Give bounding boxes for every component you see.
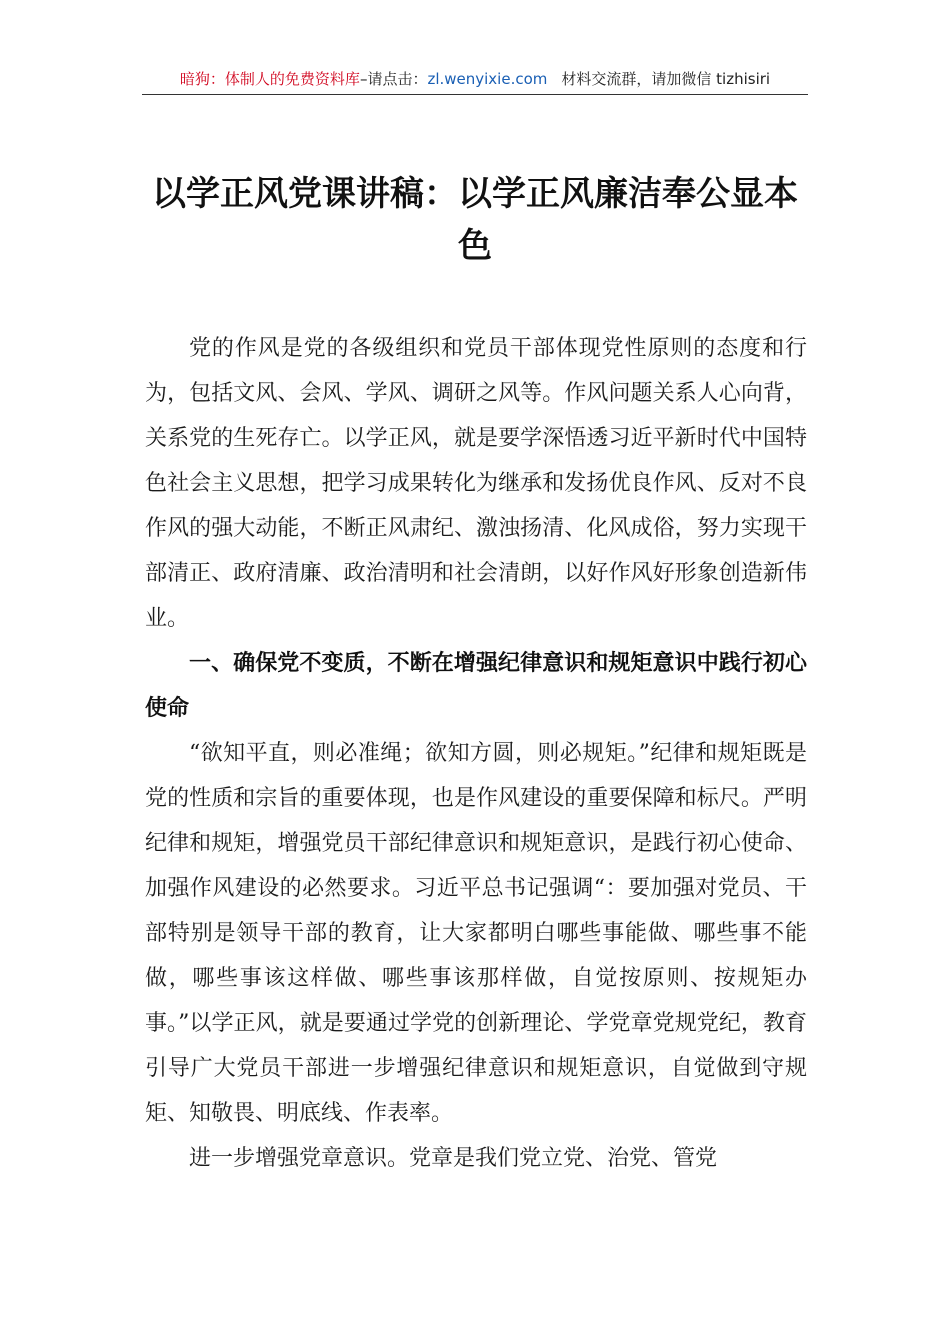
header-wechat-note: 材料交流群，请加微信 tizhisiri — [561, 70, 771, 88]
document-body — [145, 326, 807, 1181]
section-heading: 一、确保党不变质，不断在增强纪律意识和规矩意识中践行初心使命 — [145, 651, 807, 721]
section-paragraph: “欲知平直，则必准绳；欲知方圆，则必规矩。”纪律和规矩既是党的性质和宗旨的重要体现，也是作风建设的重要保障和标尺。严明纪律和规矩，增强党员干部纪律意识和规矩意识，是践行初心使命、加强作风建设的必然要求。习近平总书记强调“：要加强对党员、干部特别是领导干部的教育，让大家都明白哪些事能做、哪些事不能做，哪些事该这样做、哪些事该那样做，自觉按原则、按规矩办事。”以学正风，就是要通过学党的创新理论、学党章党规党纪，教育引导广大党员干部进一步增强纪律意识和规矩意识，自觉做到守规矩、知敬畏、明底线、作表率。 — [145, 741, 807, 1126]
header-bar — [142, 66, 808, 95]
intro-paragraph: 党的作风是党的各级组织和党员干部体现党性原则的态度和行为，包括文风、会风、学风、调研之风等。作风问题关系人心向背，关系党的生死存亡。以学正风，就是要学深悟透习近平新时代中国特色社会主义思想，把学习成果转化为继承和发扬优良作风、反对不良作风的强大动能，不断正风肃纪、激浊扬清、化风成俗，努力实现干部清正、政府清廉、政治清明和社会清朗，以好作风好形象创造新伟业。 — [145, 336, 807, 631]
header-prompt: –请点击： — [359, 70, 428, 88]
document-title: 以学正风党课讲稿：以学正风廉洁奉公显本色 — [152, 174, 798, 266]
section-paragraph: 进一步增强党章意识。党章是我们党立党、治党、管党 — [189, 1146, 718, 1171]
header-brand: 暗狗：体制人的免费资料库 — [179, 70, 360, 88]
header-link[interactable]: zl.wenyixie.com — [427, 70, 548, 88]
